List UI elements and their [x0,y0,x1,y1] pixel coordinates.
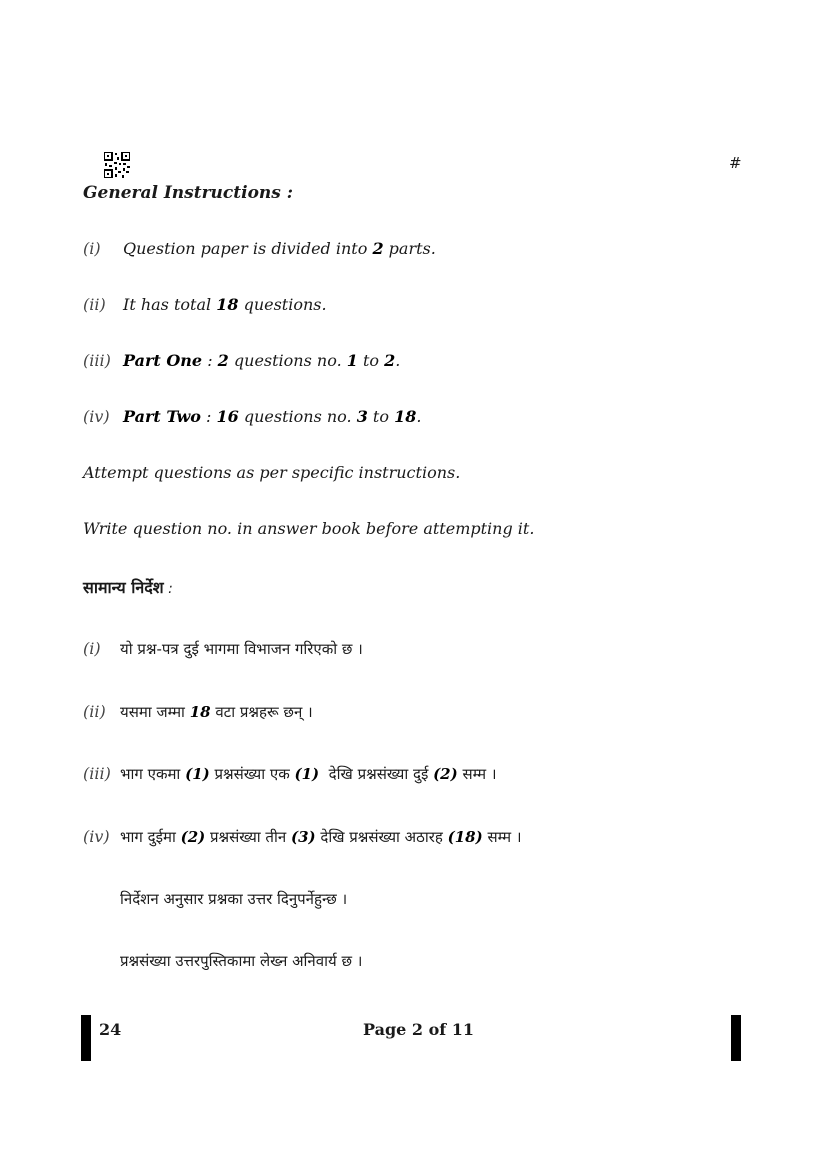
bold-value: 2 [217,351,229,370]
item-text: . [416,407,422,426]
bold-value: 3 [356,407,368,426]
english-item-2 [83,295,327,314]
english-note-2: Write question no. in answer book before attempting it. [83,519,535,538]
item-number: (ii) [83,702,106,721]
bold-value: (2) [433,765,458,783]
nepali-item-2 [83,702,313,721]
qr-code-icon [104,152,130,178]
english-note-1: Attempt questions as per specific instructions. [83,463,461,482]
item-text: Question paper is divided into [123,239,373,258]
bold-value: 18 [394,407,417,426]
item-text: देखि प्रश्नसंख्या अठारह [315,828,448,846]
bold-value: (3) [290,828,316,846]
page-number: Page 2 of 11 [363,1020,474,1039]
item-text: प्रश्नसंख्या तीन [205,828,291,846]
nepali-instructions-title [83,576,173,598]
bold-value: 18 [189,703,211,721]
part-label: Part Two [123,407,201,426]
item-text: सम्म । [482,828,522,846]
nepali-note-1: निर्देशन अनुसार प्रश्नका उत्तर दिनुपर्नेहुन्छ । [120,890,348,908]
left-margin-bar [81,1015,91,1061]
item-number: (i) [83,239,101,258]
item-text: यो प्रश्न-पत्र दुई भागमा विभाजन गरिएको छ । [120,640,363,658]
bold-value: 1 [346,351,358,370]
item-text: भाग एकमा [120,765,186,783]
item-text: भाग दुईमा [120,828,181,846]
nepali-item-4 [83,827,522,846]
item-text: यसमा जम्मा [120,703,190,721]
item-text: वटा प्रश्नहरू छन् । [210,703,313,721]
item-text: . [395,351,401,370]
item-number: (i) [83,639,101,658]
item-number: (iii) [83,351,111,370]
english-item-4 [83,407,422,426]
item-text: questions no. [238,407,357,426]
bold-value: (18) [447,828,483,846]
nepali-title-text: सामान्य निर्देश [83,578,164,597]
bold-value: (1) [185,765,210,783]
item-text: to [367,407,395,426]
item-text: प्रश्नसंख्या एक [209,765,295,783]
paper-code: 24 [99,1020,122,1039]
separator: : [200,407,217,426]
bold-value: 2 [372,239,384,258]
item-text: parts. [383,239,436,258]
hash-mark: # [729,154,742,172]
separator: : [202,351,218,370]
item-number: (ii) [83,295,106,314]
item-text: questions. [238,295,327,314]
title-colon: : [163,581,173,597]
bold-value: (1) [294,765,320,783]
english-instructions-title: General Instructions : [83,183,294,203]
english-item-1 [83,239,436,258]
nepali-item-3 [83,764,497,783]
nepali-item-1 [83,639,363,658]
english-item-3 [83,351,401,370]
bold-value: 16 [216,407,239,426]
item-text: questions no. [228,351,347,370]
bold-value: 2 [384,351,396,370]
item-text: It has total [123,295,217,314]
item-number: (iv) [83,407,110,426]
part-label: Part One [123,351,203,370]
item-text: सम्म । [457,765,497,783]
item-text: to [357,351,385,370]
item-number: (iv) [83,827,110,846]
bold-value: (2) [180,828,206,846]
item-number: (iii) [83,764,111,783]
item-text: देखि प्रश्नसंख्या दुई [319,765,434,783]
nepali-note-2: प्रश्नसंख्या उत्तरपुस्तिकामा लेख्न अनिवार्य छ । [120,952,363,970]
right-margin-bar [731,1015,741,1061]
bold-value: 18 [216,295,239,314]
